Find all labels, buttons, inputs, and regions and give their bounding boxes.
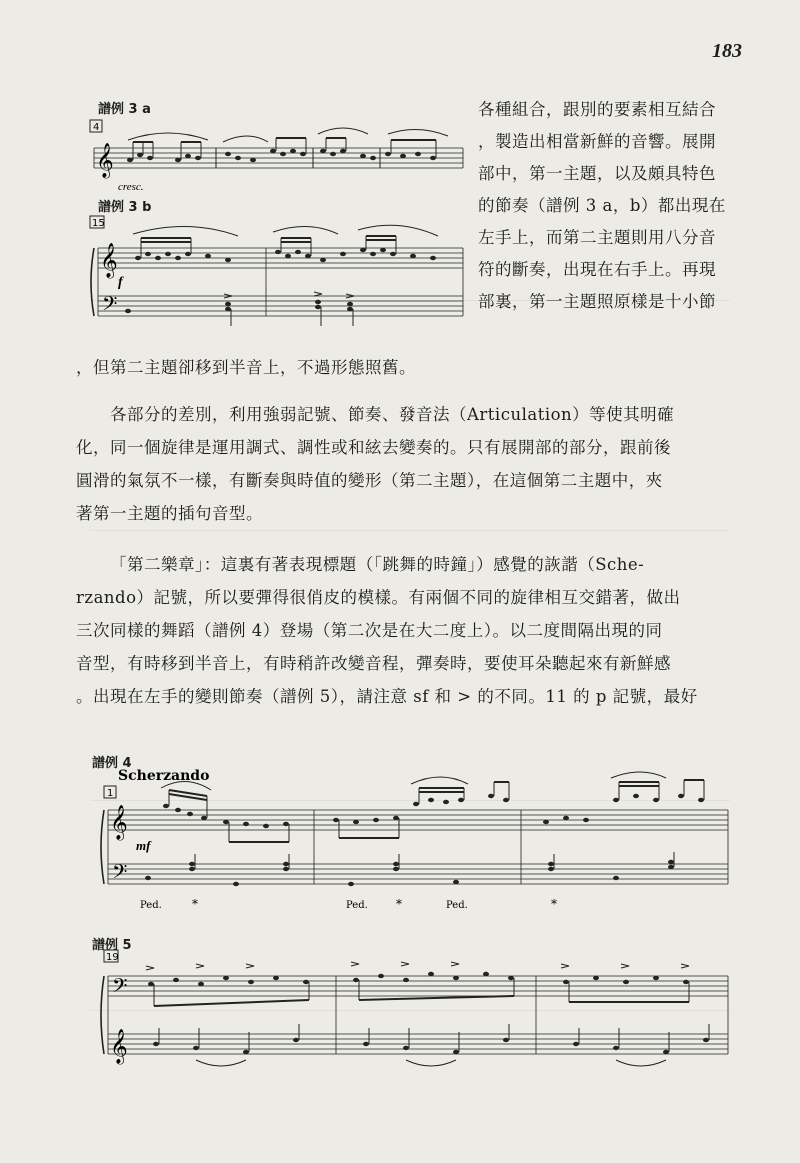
para-line: 三次同樣的舞蹈（譜例 4）登場（第二次是在大二度上）。以二度間隔出現的同 — [76, 621, 663, 640]
example-4-measure: 1 — [107, 788, 114, 799]
example-5-score — [96, 948, 736, 1088]
example-4-mf: mf — [136, 838, 151, 853]
example-4-ped: Ped. — [140, 900, 162, 911]
example-4-tempo: Scherzando — [118, 768, 210, 784]
wrap-text — [478, 94, 726, 318]
example-3a-score — [88, 118, 468, 198]
example-3a-measure: 4 — [93, 122, 100, 133]
paragraph-3 — [76, 548, 698, 713]
full-line: ，但第二主題卻移到半音上，不過形態照舊。 — [76, 358, 416, 377]
svg-text:𝄢: 𝄢 — [112, 860, 128, 888]
para-line: 音型，有時移到半音上，有時稍許改變音程，彈奏時，要使耳朵聽起來有新鮮感 — [76, 654, 671, 673]
example-3a-cresc: cresc. — [118, 181, 144, 193]
example-3b-measure: 15 — [92, 218, 105, 229]
example-5-measure: 19 — [106, 952, 119, 963]
wrap-line: 各種組合，跟別的要素相互結合 — [478, 100, 716, 119]
example-4-ped-release: * — [396, 897, 402, 911]
paragraph-2 — [76, 398, 674, 530]
svg-text:𝄢: 𝄢 — [102, 292, 118, 320]
example-4-ped-release: * — [192, 897, 198, 911]
para-line: 圓滑的氣氛不一樣，有斷奏與時值的變形（第二主題），在這個第二主題中，夾 — [76, 471, 663, 490]
wrap-line: 左手上，而第二主題則用八分音 — [478, 228, 716, 247]
example-4-label: 譜例 4 — [92, 756, 132, 771]
svg-text:𝄞: 𝄞 — [100, 243, 118, 278]
svg-text:𝄞: 𝄞 — [96, 143, 114, 178]
wrap-line: ，製造出相當新鮮的音響。展開 — [478, 132, 716, 151]
wrap-line: 部裏，第一主題照原樣是十小節 — [478, 292, 716, 311]
para-line: 。出現在左手的變則節奏（譜例 5），請注意 sf 和 > 的不同。11 的 p 記號，最好 — [76, 687, 698, 706]
example-3a-label: 譜例 3 a — [98, 102, 151, 117]
example-3b-label: 譜例 3 b — [98, 200, 152, 215]
example-4-ped-release: * — [551, 897, 557, 911]
para-line: 各部分的差別，利用強弱記號、節奏、發音法（Articulation）等使其明確 — [110, 405, 675, 424]
page-number: 183 — [712, 40, 742, 62]
svg-text:𝄞: 𝄞 — [110, 1029, 128, 1064]
example-3b-score — [88, 214, 468, 344]
wrap-line: 部中，第一主題，以及頗具特色 — [478, 164, 716, 183]
example-4-ped: Ped. — [346, 900, 368, 911]
continuation-line — [76, 352, 416, 384]
example-3b-forte: f — [118, 275, 123, 290]
para-line: 著第一主題的插句音型。 — [76, 504, 263, 523]
example-4-ped: Ped. — [446, 900, 468, 911]
svg-text:𝄞: 𝄞 — [110, 805, 128, 840]
svg-text:𝄢: 𝄢 — [112, 974, 128, 1002]
para-line: rzando）記號，所以要彈得很俏皮的模樣。有兩個不同的旋律相互交錯著，做出 — [76, 588, 681, 607]
wrap-line: 符的斷奏，出現在右手上。再現 — [478, 260, 716, 279]
para-line: 「第二樂章」：這裏有著表現標題（「跳舞的時鐘」）感覺的詼諧（Sche- — [110, 555, 645, 574]
wrap-line: 的節奏（譜例 3 a，b）都出現在 — [478, 196, 726, 215]
example-4-score — [96, 766, 736, 916]
example-5-label: 譜例 5 — [92, 938, 132, 953]
para-line: 化，同一個旋律是運用調式、調性或和絃去變奏的。只有展開部的部分，跟前後 — [76, 438, 671, 457]
